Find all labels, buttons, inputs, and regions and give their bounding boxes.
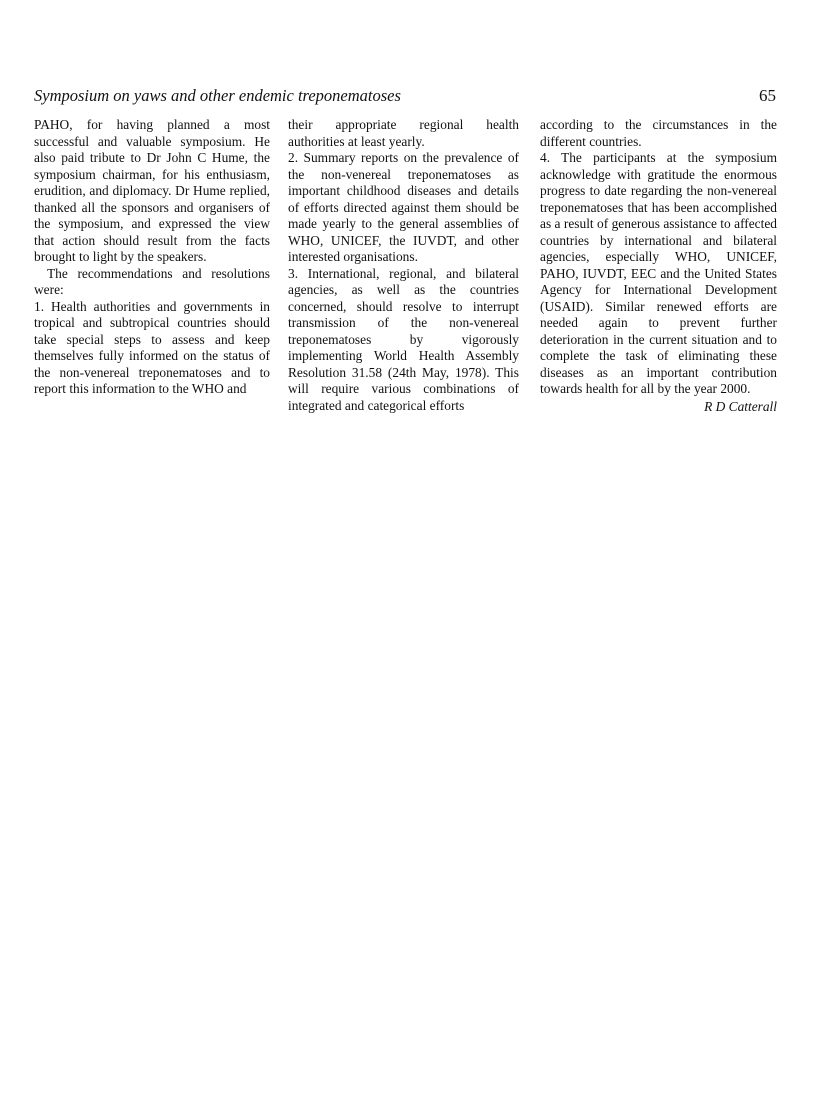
resolution-1: 1. Health authorities and governments in tropical and subtropical countries should take special steps to assess and keep themselves fully informed on the status of the non-venereal treponematoses and to report this information to the WHO and <box>34 298 270 396</box>
paragraph-recommendations-intro: The recommendations and resolutions were: <box>34 265 270 297</box>
resolution-3: 3. International, regional, and bilateral agencies, as well as the countries concerned, should resolve to interrupt transmission of the non-venereal treponematoses by vigorously implementing World Health Assembly Resolution 31.58 (24th May, 1978). This will require various combinations of integrated and categorical efforts <box>288 265 519 413</box>
resolution-1-continued: their appropriate regional health authorities at least yearly. <box>288 117 519 149</box>
running-title: Symposium on yaws and other endemic treponematoses <box>34 86 401 105</box>
running-header <box>34 85 776 109</box>
resolution-2: 2. Summary reports on the prevalence of the non-venereal treponematoses as important childhood diseases and details of efforts directed against them should be made yearly to the general assemblies of WHO, UNICEF, the IUVDT, and other interested organisations. <box>288 150 519 264</box>
resolution-3-continued: according to the circumstances in the different countries. <box>540 117 777 149</box>
author-signature: R D Catterall <box>704 398 777 414</box>
text-column-2 <box>288 117 519 414</box>
resolution-4: 4. The participants at the symposium acknowledge with gratitude the enormous progress to date regarding the non-venereal treponematoses that has been accomplished as a result of generous assistance to affected countries by international and bilateral agencies, especially WHO, UNICEF, PAHO, IUVDT, EEC and the United States Agency for International Development (USAID). Similar renewed efforts are needed again to prevent further deterioration in the current situation and to complete the task of eliminating these diseases as an important contribution towards health for all by the year 2000. <box>540 150 777 396</box>
page-number: 65 <box>759 86 776 105</box>
paragraph-closing-remarks: PAHO, for having planned a most successful and valuable symposium. He also paid tribute to Dr John C Hume, the symposium chairman, for his enthusiasm, erudition, and diplomacy. Dr Hume replied, thanked all the sponsors and organisers of the symposium, and expressed the view that action should result from the facts brought to light by the speakers. <box>34 117 270 264</box>
text-column-1 <box>34 117 270 398</box>
text-column-3 <box>540 117 777 415</box>
